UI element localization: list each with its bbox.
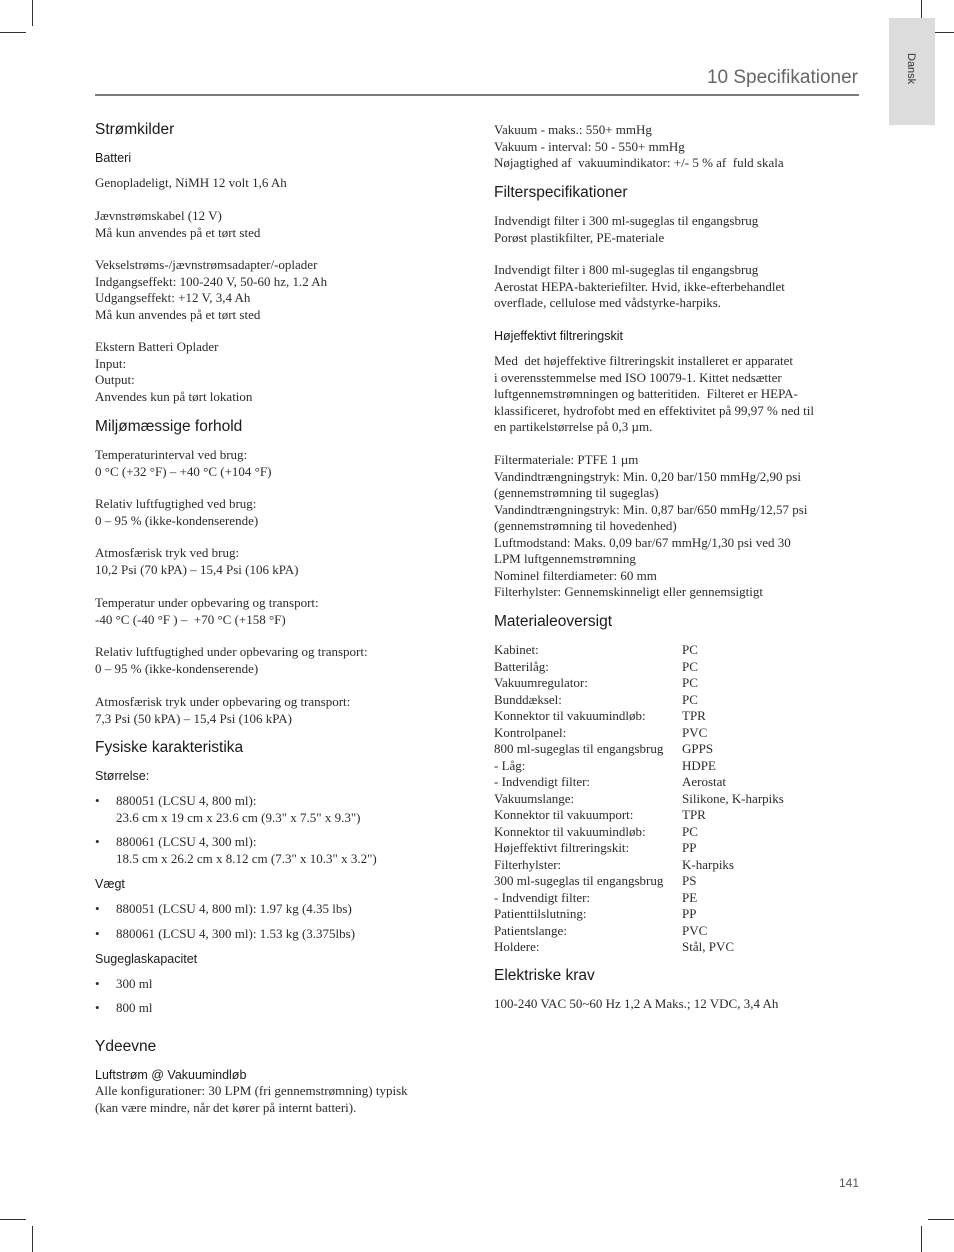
material-part: Holdere: <box>494 939 540 954</box>
humidity-use-text: Relativ luftfugtighed ved brug: 0 – 95 % (ikke-kondenserende) <box>95 496 259 528</box>
subheading-capacity: Sugeglaskapacitet <box>95 952 198 966</box>
material-value: PE <box>682 889 698 905</box>
material-value: PP <box>682 906 697 921</box>
section-heading-filter: Filterspecifikationer <box>494 184 628 201</box>
pressure-storage-text: Atmosfærisk tryk under opbevaring og transport: 7,3 Psi (50 kPA) – 15,4 Psi (106 kPA) <box>95 694 351 726</box>
crop-mark <box>32 1226 33 1252</box>
material-part: Kabinet: <box>494 642 539 657</box>
adapter-text: Vekselstrøms-/jævnstrømsadapter/-oplader Indgangseffekt: 100-240 V, 50-60 hz, 1.2 Ah Udgangseffekt: +12 V, 3,4 Ah Må kun anvendes på et tørt sted <box>95 257 328 322</box>
material-part: Vakuumslange: <box>494 790 575 806</box>
subheading-battery: Batteri <box>95 151 132 165</box>
filter-300-text: Indvendigt filter i 300 ml-sugeglas til engangsbrug Porøst plastikfilter, PE-materiale <box>494 213 759 245</box>
material-value: PP <box>682 840 697 855</box>
material-value: K-harpiks <box>682 856 734 872</box>
material-part: Patientslange: <box>494 922 567 938</box>
material-value: TPR <box>682 807 706 822</box>
subheading-airflow: Luftstrøm @ Vakuumindløb <box>95 1068 247 1082</box>
language-tab <box>889 18 935 125</box>
material-value: TPR <box>682 708 706 723</box>
material-part: Batterilåg: <box>494 658 549 674</box>
material-value: Silikone, K-harpiks <box>682 790 784 806</box>
pressure-use-text: Atmosfærisk tryk ved brug: 10,2 Psi (70 kPA) – 15,4 Psi (106 kPA) <box>95 545 299 577</box>
material-part: 800 ml-sugeglas til engangsbrug <box>494 741 664 756</box>
electrical-text: 100-240 VAC 50~60 Hz 1,2 A Maks.; 12 VDC, 3,4 Ah <box>494 996 779 1011</box>
section-heading-performance: Ydeevne <box>95 1038 157 1055</box>
chapter-title: 10 Specifikationer <box>706 67 858 88</box>
material-part: Filterhylster: <box>494 856 562 872</box>
material-part: Patienttilslutning: <box>494 906 587 921</box>
material-part: - Indvendigt filter: <box>494 889 591 905</box>
dc-cable-text: Jævnstrømskabel (12 V) Må kun anvendes på et tørt sted <box>95 208 261 240</box>
vacuum-text: Vakuum - maks.: 550+ mmHg Vakuum - interval: 50 - 550+ mmHg Nøjagtighed af vakuumindikator: +/- 5 % af fuld skala <box>494 122 784 170</box>
section-heading-power: Strømkilder <box>95 121 175 138</box>
filter-specs-text: Filtermateriale: PTFE 1 µm Vandindtrængningstryk: Min. 0,20 bar/150 mmHg/2,90 psi (gennemstrømning til sugeglas) Vandindtrængningstryk: Min. 0,87 bar/650 mmHg/12,57 psi (gennemstrømning til hovedenhed) Luftmodstand: Maks. 0,09 bar/67 mmHg/1,30 psi ved 30 LPM luftgennemstrømning Nominel filterdiameter: 60 mm Filterhylster: Gennemskinneligt eller gennemsigtigt <box>494 452 808 599</box>
material-value: PC <box>682 642 698 657</box>
crop-mark <box>32 0 33 26</box>
material-part: Vakuumregulator: <box>494 675 588 690</box>
material-part: Kontrolpanel: <box>494 724 567 740</box>
material-value: GPPS <box>682 741 714 756</box>
material-value: PVC <box>682 922 708 938</box>
subheading-weight: Vægt <box>95 877 125 891</box>
section-heading-electrical: Elektriske krav <box>494 967 595 984</box>
language-tab-label: Dansk <box>905 53 917 85</box>
material-part: 300 ml-sugeglas til engangsbrug <box>494 873 664 888</box>
crop-mark <box>928 1219 954 1220</box>
section-heading-environment: Miljømæssige forhold <box>95 418 243 435</box>
temp-storage-text: Temperatur under opbevaring og transport: -40 °C (-40 °F ) – +70 °C (+158 °F) <box>95 595 319 627</box>
humidity-storage-text: Relativ luftfugtighed under opbevaring og transport: 0 – 95 % (ikke-kondenserende) <box>95 644 368 676</box>
material-value: HDPE <box>682 757 716 773</box>
section-heading-materials: Materialeoversigt <box>494 613 613 630</box>
material-value: Stål, PVC <box>682 939 735 954</box>
header-rule <box>95 94 859 96</box>
subheading-hepa: Højeffektivt filtreringskit <box>494 329 623 343</box>
filter-800-text: Indvendigt filter i 800 ml-sugeglas til engangsbrug Aerostat HEPA-bakteriefilter. Hvid, ikke-efterbehandlet overflade, cellulose med vådstyrke-harpiks. <box>494 262 785 310</box>
material-part: Bunddæksel: <box>494 691 562 707</box>
battery-text: Genopladeligt, NiMH 12 volt 1,6 Ah <box>95 175 287 190</box>
material-part: Konnektor til vakuumindløb: <box>494 708 646 723</box>
material-value: PC <box>682 675 698 690</box>
material-value: Aerostat <box>682 774 727 789</box>
material-part: - Låg: <box>494 757 526 773</box>
crop-mark <box>0 32 26 33</box>
material-value: PC <box>682 658 698 674</box>
material-value: PC <box>682 691 698 707</box>
crop-mark <box>0 1219 26 1220</box>
material-value: PS <box>682 873 697 888</box>
hepa-text: Med det højeffektive filtreringskit installeret er apparatet i overensstemmelse med ISO 10079-1. Kittet nedsætter luftgennemstrømningen og batteritiden. Filteret er HEPA- klassificeret, hydrofobt med en effektivitet på 99,97 % ned til en partikelstørrelse på 0,3 µm. <box>494 353 814 434</box>
material-part: - Indvendigt filter: <box>494 774 591 789</box>
material-part: Konnektor til vakuumport: <box>494 807 634 822</box>
material-part: Konnektor til vakuumindløb: <box>494 823 646 839</box>
subheading-size: Størrelse: <box>95 769 150 783</box>
external-charger-text: Ekstern Batteri Oplader Input: Output: Anvendes kun på tørt lokation <box>95 339 253 404</box>
crop-mark <box>921 1226 922 1252</box>
material-part: Højeffektivt filtreringskit: <box>494 840 630 855</box>
airflow-text: Alle konfigurationer: 30 LPM (fri gennemstrømning) typisk (kan være mindre, når det kører på internt batteri). <box>95 1083 408 1115</box>
section-heading-physical: Fysiske karakteristika <box>95 739 244 756</box>
material-value: PC <box>682 823 698 839</box>
page-number: 141 <box>839 1176 860 1190</box>
temp-use-text: Temperaturinterval ved brug: 0 °C (+32 °F) – +40 °C (+104 °F) <box>95 447 272 479</box>
material-value: PVC <box>682 724 708 740</box>
